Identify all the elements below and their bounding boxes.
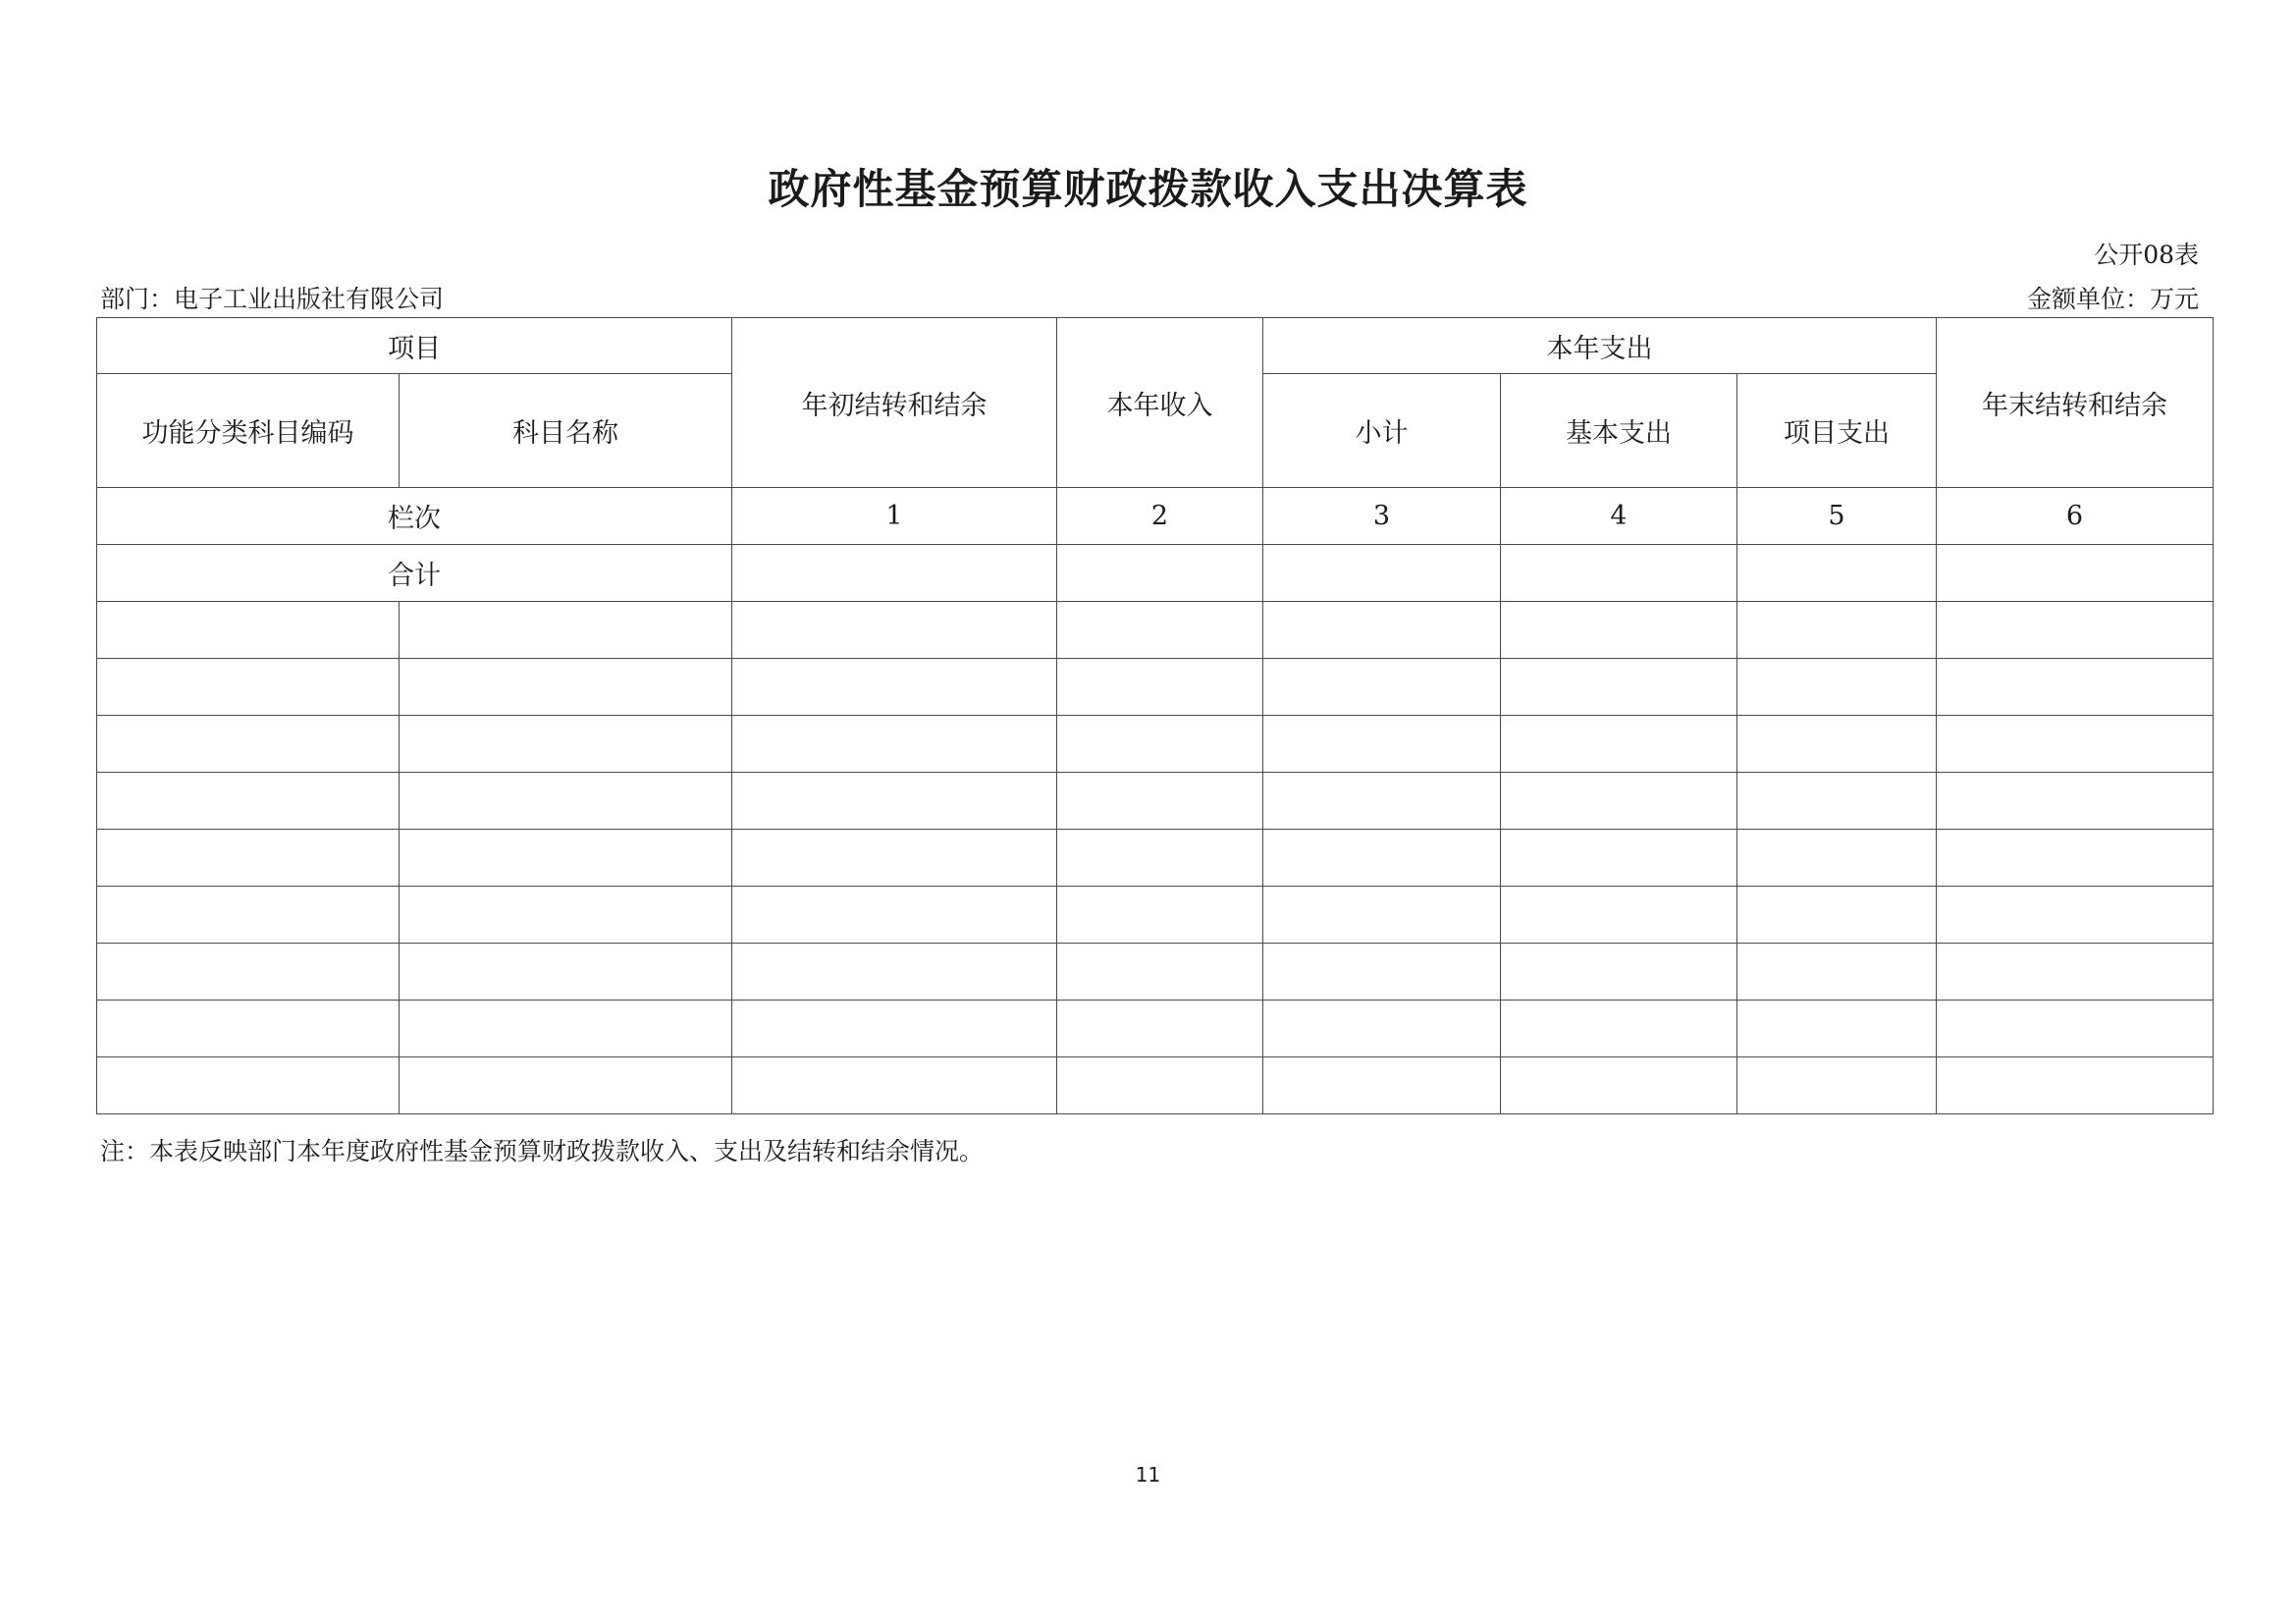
table-cell [1501, 545, 1737, 602]
table-cell [1057, 1057, 1263, 1114]
table-cell [1737, 545, 1937, 602]
header-income: 本年收入 [1057, 318, 1263, 488]
column-number: 6 [1937, 488, 2214, 545]
table-cell [732, 545, 1057, 602]
table-cell [1501, 716, 1737, 773]
table-cell [1057, 944, 1263, 1001]
header-begin-balance: 年初结转和结余 [732, 318, 1057, 488]
table-cell [1937, 545, 2214, 602]
header-basic-expenditure: 基本支出 [1501, 374, 1737, 488]
table-cell [1263, 659, 1501, 716]
table-cell [1263, 602, 1501, 659]
table-cell [732, 1057, 1057, 1114]
header-func-code: 功能分类科目编码 [97, 374, 400, 488]
table-cell [1057, 830, 1263, 887]
table-cell [400, 1057, 732, 1114]
table-cell [1937, 1001, 2214, 1057]
table-cell [1937, 773, 2214, 830]
table-cell [97, 1057, 400, 1114]
table-cell [1937, 1057, 2214, 1114]
table-row [97, 944, 2214, 1001]
table-cell [1937, 602, 2214, 659]
table-cell [97, 773, 400, 830]
table-cell [732, 830, 1057, 887]
table-cell [732, 1001, 1057, 1057]
table-cell [400, 1001, 732, 1057]
table-cell [732, 773, 1057, 830]
table-cell [732, 602, 1057, 659]
table-row [97, 1001, 2214, 1057]
table-cell [97, 887, 400, 944]
table-number: 公开08表 [2094, 241, 2199, 269]
table-cell [1501, 830, 1737, 887]
table-cell [400, 716, 732, 773]
header-project: 项目 [97, 318, 732, 374]
column-number: 5 [1737, 488, 1937, 545]
table-cell [97, 602, 400, 659]
table-cell [1263, 830, 1501, 887]
table-cell [1263, 1057, 1501, 1114]
table-cell [1937, 887, 2214, 944]
table-cell [97, 1001, 400, 1057]
table-cell [1263, 944, 1501, 1001]
table-cell [1501, 1001, 1737, 1057]
header-end-balance: 年末结转和结余 [1937, 318, 2214, 488]
table-cell [1263, 887, 1501, 944]
table-cell [1501, 887, 1737, 944]
table-cell [1501, 602, 1737, 659]
table-cell [1057, 773, 1263, 830]
table-cell [1937, 830, 2214, 887]
table-cell [97, 716, 400, 773]
table-cell [1501, 773, 1737, 830]
table-row [97, 830, 2214, 887]
table-cell [1501, 1057, 1737, 1114]
table-cell [400, 944, 732, 1001]
table-cell [1737, 773, 1937, 830]
column-number-row [97, 488, 2214, 545]
column-number: 4 [1501, 488, 1737, 545]
table-cell [732, 716, 1057, 773]
column-number-label: 栏次 [97, 488, 732, 545]
table-row [97, 716, 2214, 773]
amount-unit-label: 金额单位：万元 [2026, 285, 2199, 313]
table-row [97, 773, 2214, 830]
total-row [97, 545, 2214, 602]
table-cell [400, 887, 732, 944]
table-cell [97, 659, 400, 716]
table-cell [97, 944, 400, 1001]
table-cell [400, 602, 732, 659]
table-cell [1737, 716, 1937, 773]
table-row [97, 659, 2214, 716]
table-cell [1057, 659, 1263, 716]
table-cell [1937, 716, 2214, 773]
table-cell [400, 659, 732, 716]
table-cell [1263, 773, 1501, 830]
header-row-1 [97, 318, 2214, 374]
table-cell [732, 887, 1057, 944]
table-cell [1737, 1057, 1937, 1114]
header-subject-name: 科目名称 [400, 374, 732, 488]
table-cell [1737, 887, 1937, 944]
table-cell [1737, 944, 1937, 1001]
column-number: 1 [732, 488, 1057, 545]
table-row [97, 1057, 2214, 1114]
table-cell [1263, 716, 1501, 773]
header-expenditure: 本年支出 [1263, 318, 1937, 374]
table-cell [400, 830, 732, 887]
table-cell [1737, 1001, 1937, 1057]
table-cell [1057, 1001, 1263, 1057]
table-note: 注：本表反映部门本年度政府性基金预算财政拨款收入、支出及结转和结余情况。 [100, 1137, 985, 1165]
page-number: 11 [1135, 1463, 1161, 1487]
table-cell [1057, 716, 1263, 773]
table-cell [1737, 659, 1937, 716]
table-cell [1263, 545, 1501, 602]
table-cell [1737, 830, 1937, 887]
total-label: 合计 [97, 545, 732, 602]
table-cell [1263, 1001, 1501, 1057]
table-row [97, 887, 2214, 944]
table-cell [1937, 944, 2214, 1001]
table-cell [732, 944, 1057, 1001]
table-cell [400, 773, 732, 830]
table-cell [1737, 602, 1937, 659]
table-cell [1501, 944, 1737, 1001]
header-subtotal: 小计 [1263, 374, 1501, 488]
header-project-expenditure: 项目支出 [1737, 374, 1937, 488]
table-cell [1057, 545, 1263, 602]
page-title: 政府性基金预算财政拨款收入支出决算表 [768, 165, 1528, 213]
budget-report-table [96, 317, 2214, 1114]
table-cell [1057, 887, 1263, 944]
table-cell [1937, 659, 2214, 716]
table-cell [732, 659, 1057, 716]
table-cell [97, 830, 400, 887]
table-cell [1501, 659, 1737, 716]
table-cell [1057, 602, 1263, 659]
department-label: 部门：电子工业出版社有限公司 [100, 285, 445, 313]
table-row [97, 602, 2214, 659]
column-number: 2 [1057, 488, 1263, 545]
column-number: 3 [1263, 488, 1501, 545]
